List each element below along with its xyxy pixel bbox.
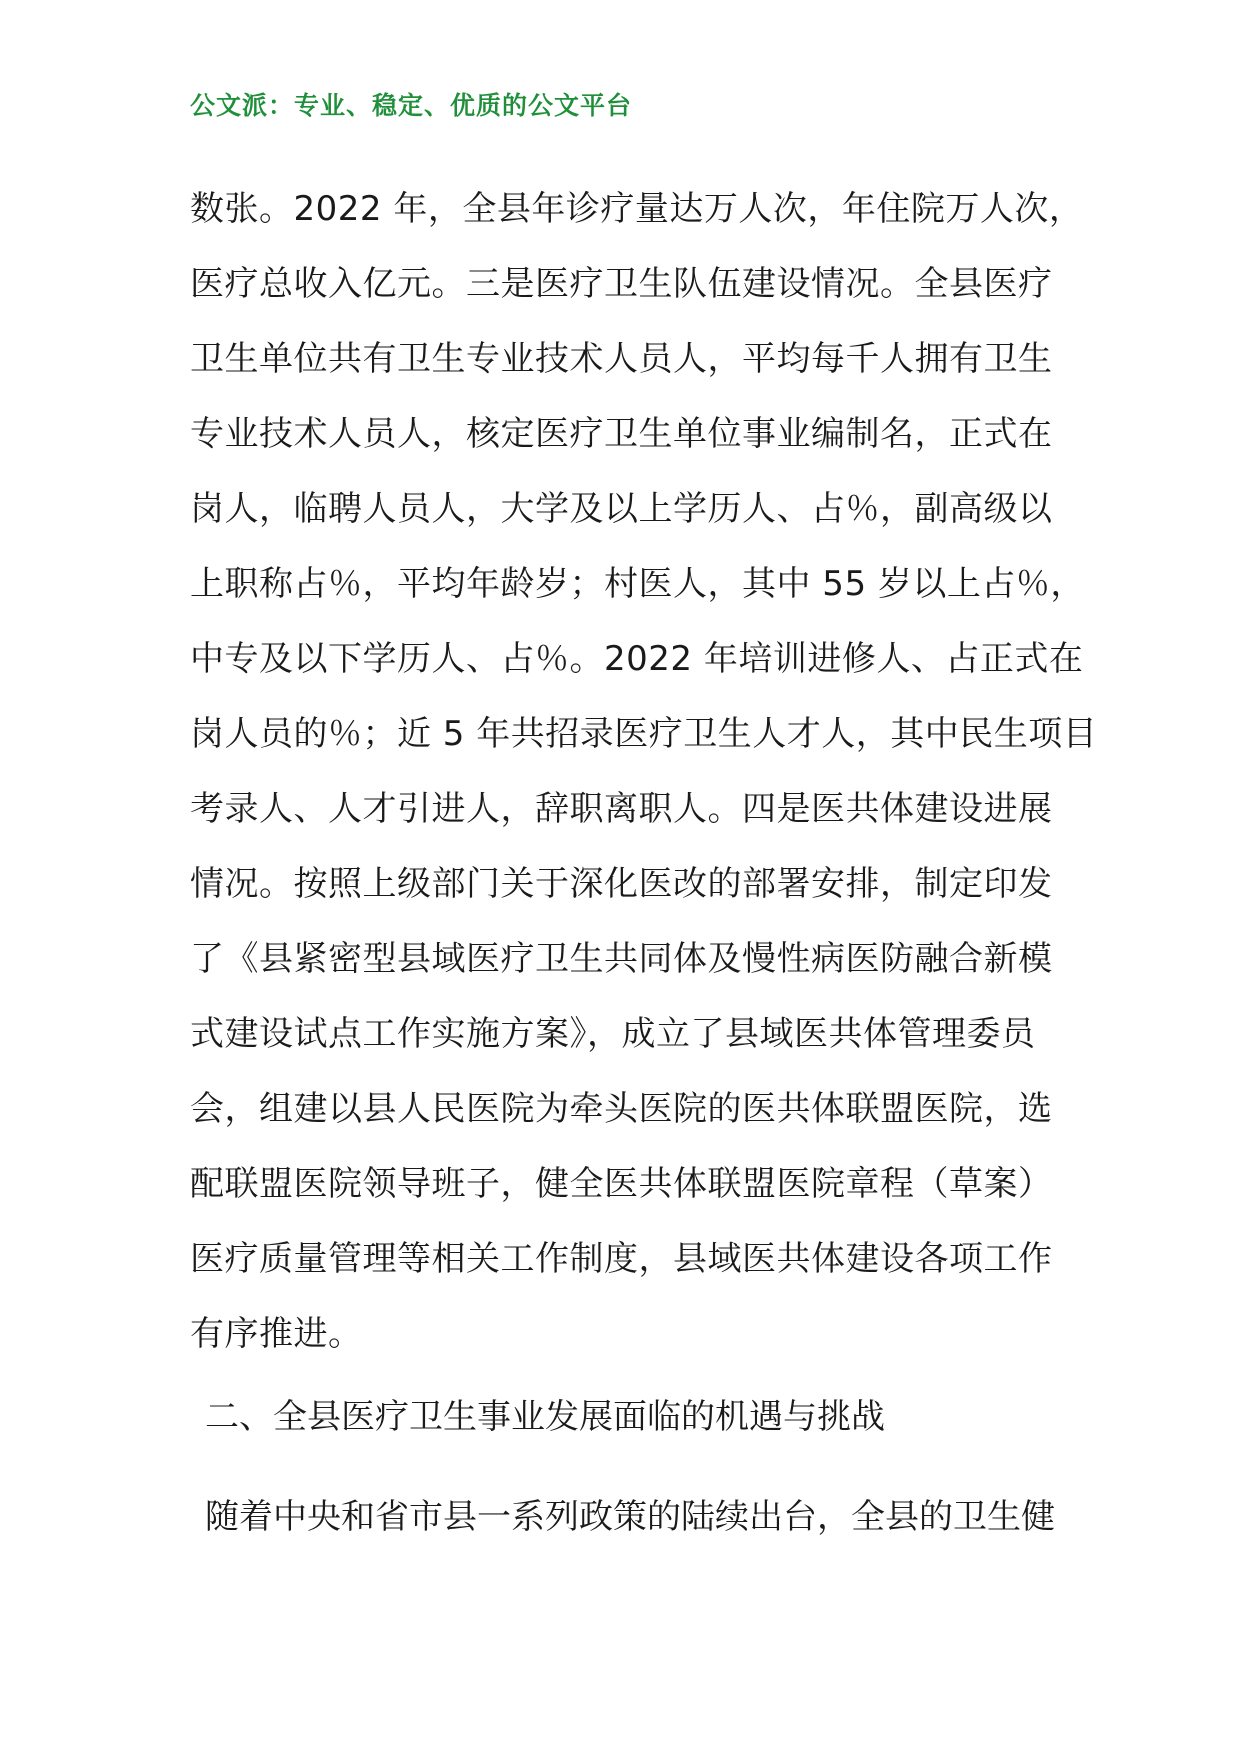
paragraph-line: 卫生单位共有卫生专业技术人员人，平均每千人拥有卫生 (190, 339, 1053, 379)
paragraph-line: 中专及以下学历人、占％。2022 年培训进修人、占正式在 (190, 639, 1084, 679)
section-paragraph-line: 随着中央和省市县一系列政策的陆续出台，全县的卫生健 (205, 1497, 1055, 1537)
section-heading: 二、全县医疗卫生事业发展面临的机遇与挑战 (205, 1397, 885, 1437)
paragraph-line: 配联盟医院领导班子，健全医共体联盟医院章程（草案） (190, 1164, 1053, 1204)
paragraph-line: 考录人、人才引进人，辞职离职人。四是医共体建设进展 (190, 789, 1053, 829)
paragraph-line: 医疗质量管理等相关工作制度，县域医共体建设各项工作 (190, 1239, 1053, 1279)
page-header: 公文派：专业、稳定、优质的公文平台 (190, 91, 633, 120)
body-paragraph (190, 172, 1098, 1372)
paragraph-line: 医疗总收入亿元。三是医疗卫生队伍建设情况。全县医疗 (190, 264, 1053, 304)
paragraph-line: 了《县紧密型县域医疗卫生共同体及慢性病医防融合新模 (190, 939, 1053, 979)
paragraph-line: 情况。按照上级部门关于深化医改的部署安排，制定印发 (190, 864, 1053, 904)
paragraph-line: 岗人员的％；近 5 年共招录医疗卫生人才人，其中民生项目 (190, 714, 1098, 754)
paragraph-line: 岗人，临聘人员人，大学及以上学历人、占％，副高级以 (190, 489, 1053, 529)
paragraph-line: 专业技术人员人，核定医疗卫生单位事业编制名，正式在 (190, 414, 1053, 454)
paragraph-line: 数张。2022 年，全县年诊疗量达万人次，年住院万人次， (190, 189, 1084, 229)
paragraph-line: 会，组建以县人民医院为牵头医院的医共体联盟医院，选 (190, 1089, 1053, 1129)
paragraph-line: 有序推进。 (190, 1314, 363, 1354)
paragraph-line: 式建设试点工作实施方案》，成立了县域医共体管理委员 (190, 1014, 1036, 1054)
paragraph-line: 上职称占％，平均年龄岁；村医人，其中 55 岁以上占％， (190, 564, 1085, 604)
